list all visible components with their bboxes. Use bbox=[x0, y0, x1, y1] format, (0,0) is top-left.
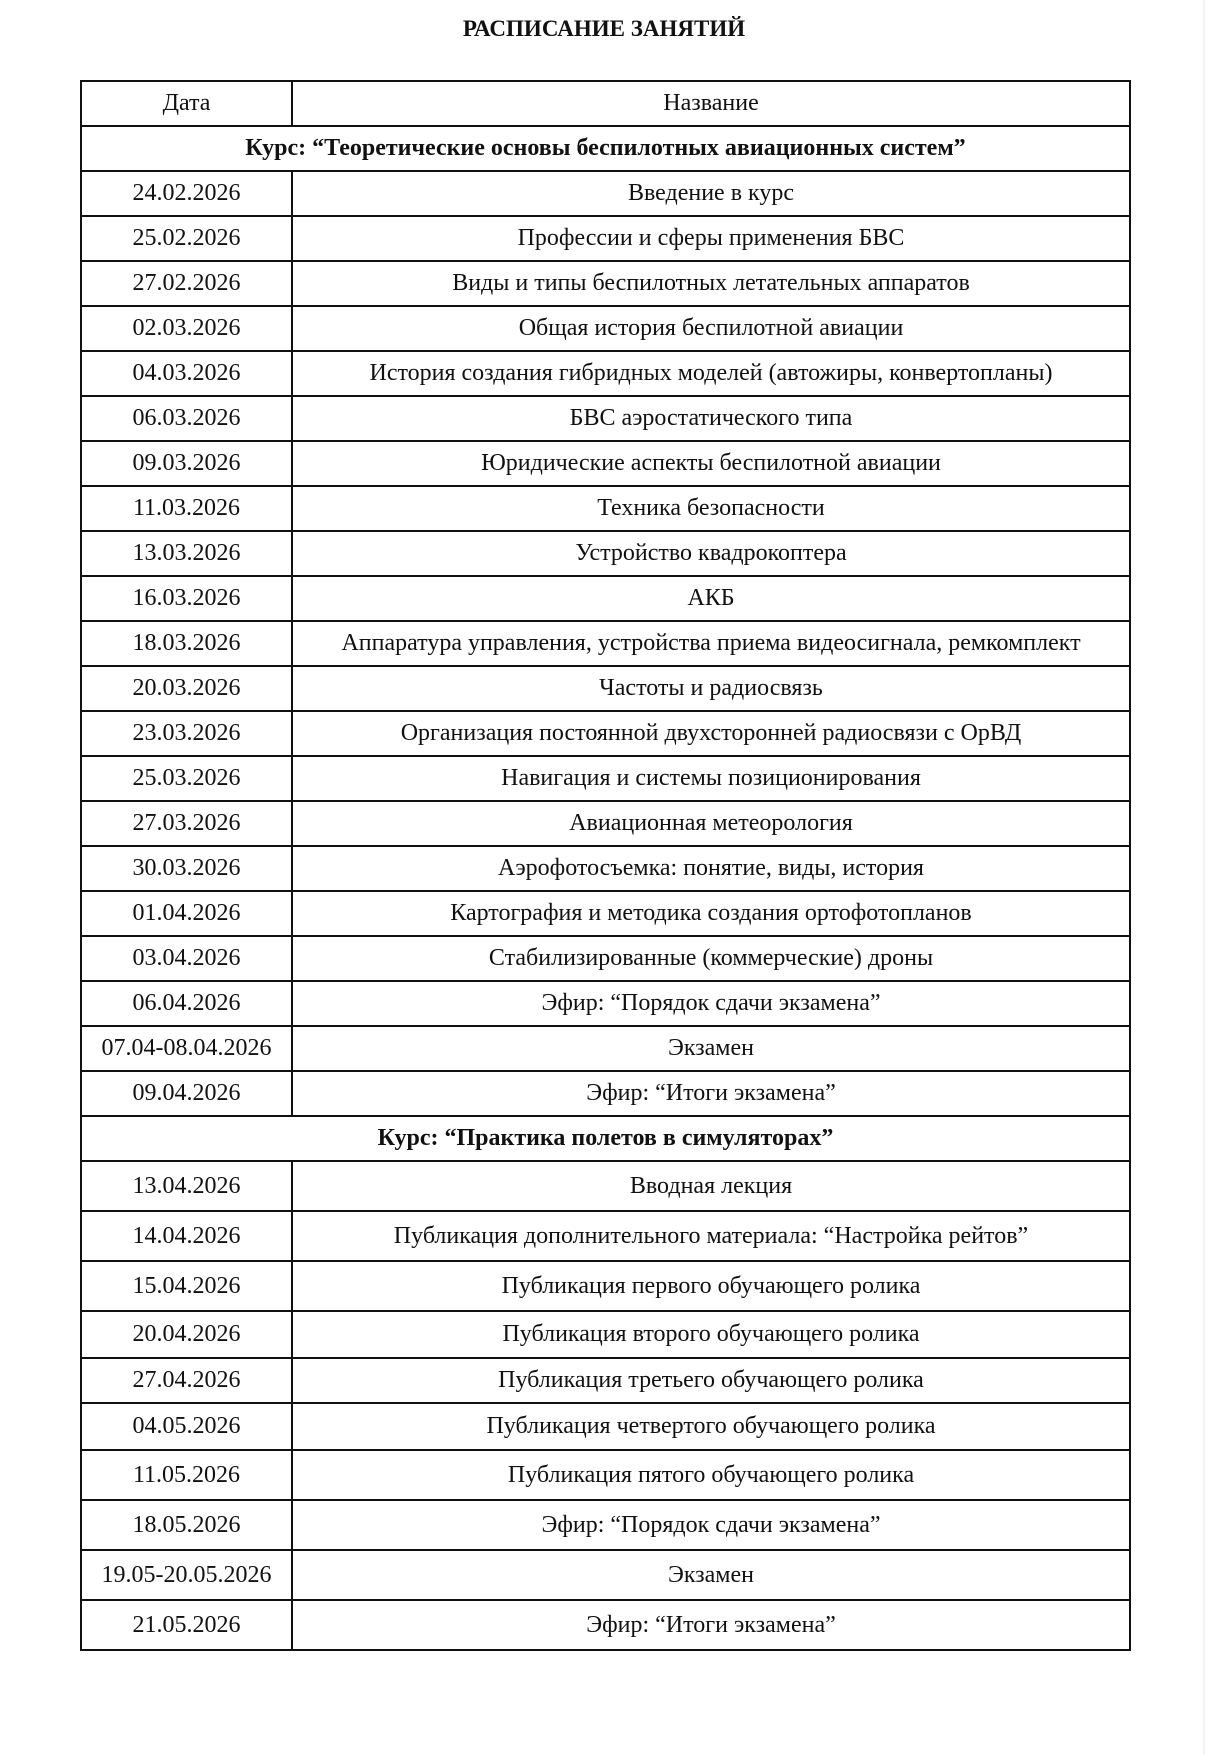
row-date: 13.04.2026 bbox=[81, 1161, 292, 1211]
row-date: 04.05.2026 bbox=[81, 1403, 292, 1450]
row-date: 06.04.2026 bbox=[81, 981, 292, 1026]
row-name: Навигация и системы позиционирования bbox=[292, 756, 1130, 801]
row-date: 21.05.2026 bbox=[81, 1600, 292, 1650]
table-row bbox=[81, 1026, 1130, 1071]
table-row bbox=[81, 396, 1130, 441]
row-date: 03.04.2026 bbox=[81, 936, 292, 981]
table-row bbox=[81, 1450, 1130, 1500]
row-name: Вводная лекция bbox=[292, 1161, 1130, 1211]
row-date: 20.03.2026 bbox=[81, 666, 292, 711]
row-name: Общая история беспилотной авиации bbox=[292, 306, 1130, 351]
row-date: 23.03.2026 bbox=[81, 711, 292, 756]
row-name: Публикация пятого обучающего ролика bbox=[292, 1450, 1130, 1500]
table-row bbox=[81, 1261, 1130, 1311]
row-date: 02.03.2026 bbox=[81, 306, 292, 351]
row-date: 09.03.2026 bbox=[81, 441, 292, 486]
schedule-table bbox=[80, 80, 1131, 1651]
row-name: Публикация первого обучающего ролика bbox=[292, 1261, 1130, 1311]
row-date: 27.02.2026 bbox=[81, 261, 292, 306]
table-row bbox=[81, 1211, 1130, 1261]
schedule-body bbox=[81, 81, 1130, 1650]
row-name: Публикация дополнительного материала: “Настройка рейтов” bbox=[292, 1211, 1130, 1261]
table-row bbox=[81, 216, 1130, 261]
table-row bbox=[81, 846, 1130, 891]
row-name: Аппаратура управления, устройства приема видеосигнала, ремкомплект bbox=[292, 621, 1130, 666]
row-name: Публикация второго обучающего ролика bbox=[292, 1311, 1130, 1358]
row-name: Экзамен bbox=[292, 1026, 1130, 1071]
table-row bbox=[81, 1500, 1130, 1550]
table-row bbox=[81, 531, 1130, 576]
table-header-row bbox=[81, 81, 1130, 126]
table-row bbox=[81, 261, 1130, 306]
row-date: 14.04.2026 bbox=[81, 1211, 292, 1261]
table-row bbox=[81, 756, 1130, 801]
table-row bbox=[81, 486, 1130, 531]
table-row bbox=[81, 1550, 1130, 1600]
row-date: 09.04.2026 bbox=[81, 1071, 292, 1116]
row-name: Публикация третьего обучающего ролика bbox=[292, 1358, 1130, 1403]
table-row bbox=[81, 936, 1130, 981]
table-row bbox=[81, 351, 1130, 396]
row-name: Авиационная метеорология bbox=[292, 801, 1130, 846]
row-date: 20.04.2026 bbox=[81, 1311, 292, 1358]
row-name: Эфир: “Порядок сдачи экзамена” bbox=[292, 981, 1130, 1026]
row-name: Устройство квадрокоптера bbox=[292, 531, 1130, 576]
row-name: Картография и методика создания ортофотопланов bbox=[292, 891, 1130, 936]
row-date: 25.03.2026 bbox=[81, 756, 292, 801]
section-heading: Курс: “Теоретические основы беспилотных авиационных систем” bbox=[81, 126, 1130, 171]
table-row bbox=[81, 441, 1130, 486]
row-name: АКБ bbox=[292, 576, 1130, 621]
table-row bbox=[81, 171, 1130, 216]
row-name: Виды и типы беспилотных летательных аппаратов bbox=[292, 261, 1130, 306]
row-date: 07.04-08.04.2026 bbox=[81, 1026, 292, 1071]
row-name: Аэрофотосъемка: понятие, виды, история bbox=[292, 846, 1130, 891]
row-date: 06.03.2026 bbox=[81, 396, 292, 441]
table-row bbox=[81, 621, 1130, 666]
row-name: Эфир: “Итоги экзамена” bbox=[292, 1600, 1130, 1650]
row-date: 04.03.2026 bbox=[81, 351, 292, 396]
row-date: 11.05.2026 bbox=[81, 1450, 292, 1500]
table-row bbox=[81, 981, 1130, 1026]
table-row bbox=[81, 1311, 1130, 1358]
document-title: РАСПИСАНИЕ ЗАНЯТИЙ bbox=[462, 16, 746, 41]
row-date: 27.04.2026 bbox=[81, 1358, 292, 1403]
row-name: Эфир: “Итоги экзамена” bbox=[292, 1071, 1130, 1116]
table-row bbox=[81, 1071, 1130, 1116]
row-date: 18.03.2026 bbox=[81, 621, 292, 666]
table-row bbox=[81, 666, 1130, 711]
row-date: 25.02.2026 bbox=[81, 216, 292, 261]
row-name: Введение в курс bbox=[292, 171, 1130, 216]
section-heading-row bbox=[81, 1116, 1130, 1161]
row-name: Эфир: “Порядок сдачи экзамена” bbox=[292, 1500, 1130, 1550]
row-date: 30.03.2026 bbox=[81, 846, 292, 891]
table-row bbox=[81, 576, 1130, 621]
row-date: 19.05-20.05.2026 bbox=[81, 1550, 292, 1600]
row-name: Организация постоянной двухсторонней радиосвязи с ОрВД bbox=[292, 711, 1130, 756]
section-heading: Курс: “Практика полетов в симуляторах” bbox=[81, 1116, 1130, 1161]
table-row bbox=[81, 1358, 1130, 1403]
table-row bbox=[81, 891, 1130, 936]
row-date: 15.04.2026 bbox=[81, 1261, 292, 1311]
column-header-name: Название bbox=[292, 81, 1130, 126]
row-name: Юридические аспекты беспилотной авиации bbox=[292, 441, 1130, 486]
row-name: История создания гибридных моделей (автожиры, конвертопланы) bbox=[292, 351, 1130, 396]
row-date: 01.04.2026 bbox=[81, 891, 292, 936]
table-row bbox=[81, 1600, 1130, 1650]
table-row bbox=[81, 801, 1130, 846]
row-name: Публикация четвертого обучающего ролика bbox=[292, 1403, 1130, 1450]
row-date: 11.03.2026 bbox=[81, 486, 292, 531]
row-name: Частоты и радиосвязь bbox=[292, 666, 1130, 711]
row-date: 16.03.2026 bbox=[81, 576, 292, 621]
row-name: Стабилизированные (коммерческие) дроны bbox=[292, 936, 1130, 981]
table-row bbox=[81, 711, 1130, 756]
row-name: Экзамен bbox=[292, 1550, 1130, 1600]
column-header-date: Дата bbox=[81, 81, 292, 126]
table-row bbox=[81, 306, 1130, 351]
row-name: Профессии и сферы применения БВС bbox=[292, 216, 1130, 261]
row-date: 27.03.2026 bbox=[81, 801, 292, 846]
row-name: БВС аэростатического типа bbox=[292, 396, 1130, 441]
table-row bbox=[81, 1161, 1130, 1211]
section-heading-row bbox=[81, 126, 1130, 171]
row-name: Техника безопасности bbox=[292, 486, 1130, 531]
row-date: 24.02.2026 bbox=[81, 171, 292, 216]
row-date: 18.05.2026 bbox=[81, 1500, 292, 1550]
table-row bbox=[81, 1403, 1130, 1450]
row-date: 13.03.2026 bbox=[81, 531, 292, 576]
